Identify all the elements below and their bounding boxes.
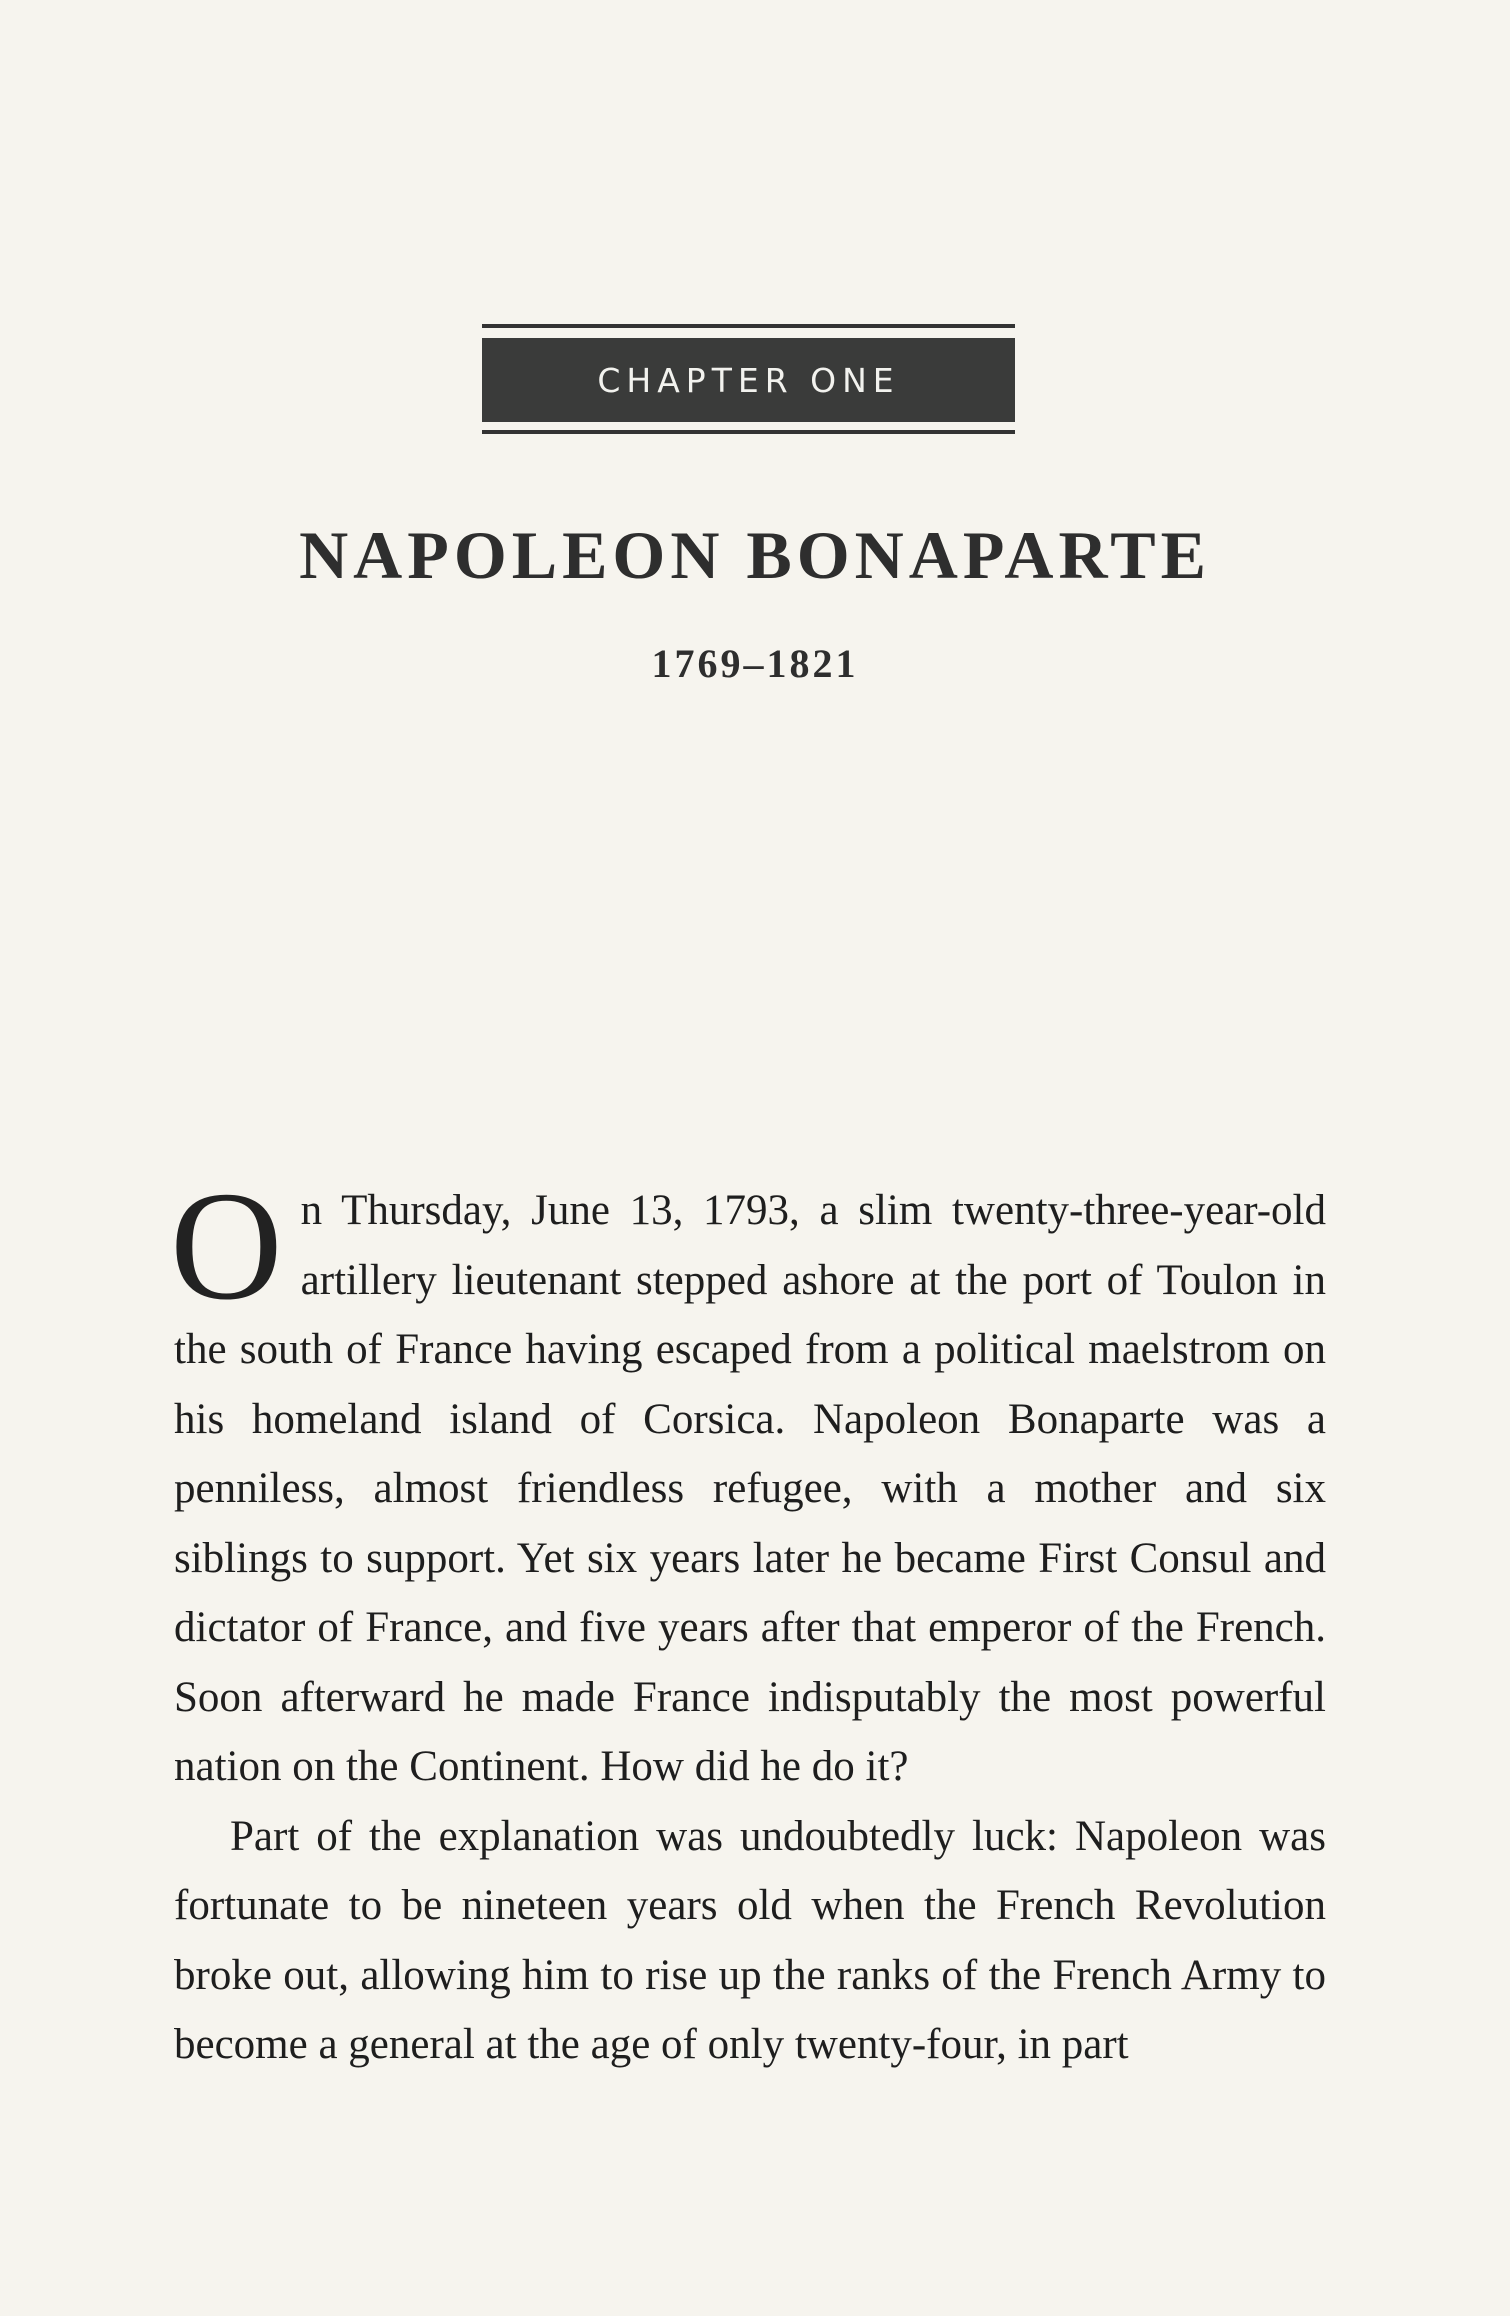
chapter-dates: 1769–1821	[651, 641, 859, 686]
chapter-title: NAPOLEON BONAPARTE	[299, 517, 1211, 593]
paragraph-2: Part of the explanation was undoubtedly luck: Napoleon was fortunate to be nineteen years old when the French Revolution broke out, allowing him to rise up the ranks of the French Army to become a general at the age of only twenty-four, in part	[174, 1812, 1326, 2068]
chapter-label-box	[482, 338, 1015, 422]
drop-cap-initial: O	[170, 1159, 283, 1332]
body-text	[170, 1159, 1326, 2080]
chapter-heading-rule-top	[482, 324, 1015, 328]
chapter-label: CHAPTER ONE	[597, 360, 900, 400]
paragraph-1	[170, 1159, 1326, 1802]
chapter-heading-rule-bottom	[482, 430, 1015, 434]
paragraph-1-text: n Thursday, June 13, 1793, a slim twenty-three-year-old artillery lieutenant stepped ashore at the port of Toulon in the south of France having escaped from a political maelstrom on his homeland island of Corsica. Napoleon Bonaparte was a penniless, almost friendless refugee, with a mother and six siblings to support. Yet six years later he became First Consul and dictator of France, and five years after that emperor of the French. Soon afterward he made France indisputably the most powerful nation on the Continent. How did he do it?	[174, 1187, 1326, 1790]
